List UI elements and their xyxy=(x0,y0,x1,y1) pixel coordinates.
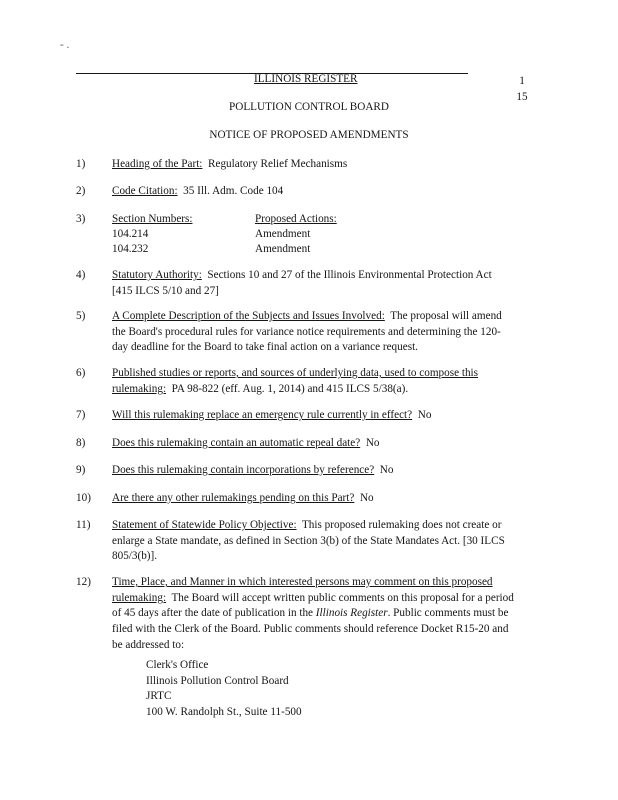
item-text: No xyxy=(379,464,394,476)
address-line: 100 W. Randolph St., Suite 11-500 xyxy=(146,706,302,719)
table-row xyxy=(112,227,412,242)
section-numbers-header: Section Numbers: xyxy=(112,213,193,225)
proposed-action: Amendment xyxy=(255,228,311,240)
item-label: Does this rulemaking contain an automatic repeal date? xyxy=(112,437,361,449)
item-label: Heading of the Part: xyxy=(112,158,203,170)
item-text: of 45 days after the date of publication in the xyxy=(112,607,313,620)
item-heading xyxy=(112,157,542,173)
item-text: This proposed rulemaking does not create or xyxy=(301,519,502,531)
item-text: No xyxy=(365,437,380,449)
section-number: 104.232 xyxy=(112,243,149,255)
item-number: 4) xyxy=(76,269,86,281)
sections-table xyxy=(112,212,412,257)
item-text: 805/3(b)]. xyxy=(112,550,158,563)
item-text: [415 ILCS 5/10 and 27] xyxy=(112,284,219,297)
item-text: the Board's procedural rules for variance notice requirements and determining the 120- xyxy=(112,325,501,338)
register-title: ILLINOIS REGISTER xyxy=(254,73,358,85)
table-row xyxy=(112,242,412,257)
item-emergency-rule xyxy=(112,408,542,424)
table-header-row xyxy=(112,212,412,227)
item-policy-objective xyxy=(112,518,542,565)
item-text: Regulatory Relief Mechanisms xyxy=(208,158,348,170)
address-line: Clerk's Office xyxy=(146,659,209,671)
item-text: be addressed to: xyxy=(112,638,185,651)
item-repeal-date xyxy=(112,436,542,452)
item-number: 5) xyxy=(76,310,86,322)
register-header-rule xyxy=(76,73,468,85)
mailing-address xyxy=(146,658,302,721)
item-number: 1) xyxy=(76,158,86,170)
section-number: 104.214 xyxy=(112,228,149,240)
item-text: filed with the Clerk of the Board. Public comments should reference Docket R15-20 and xyxy=(112,623,509,636)
address-line: JRTC xyxy=(146,690,172,703)
item-number: 7) xyxy=(76,409,86,421)
item-label: Statutory Authority: xyxy=(112,269,202,281)
item-text: The Board will accept written public comments on this proposal for a period xyxy=(171,591,514,604)
item-text: No xyxy=(359,492,374,504)
item-label: Code Citation: xyxy=(112,185,178,197)
item-text: day deadline for the Board to take final action on a variance request. xyxy=(112,341,418,354)
item-number: 9) xyxy=(76,464,86,476)
board-title: POLLUTION CONTROL BOARD xyxy=(229,101,389,113)
item-text: Sections 10 and 27 of the Illinois Environmental Protection Act xyxy=(207,269,492,281)
item-number: 10) xyxy=(76,492,91,504)
item-published-studies xyxy=(112,366,542,397)
item-text: enlarge a State mandate, as defined in Section 3(b) of the State Mandates Act. [30 ILCS xyxy=(112,534,505,547)
item-label: Time, Place, and Manner in which interested persons may comment on this proposed xyxy=(112,576,493,588)
corner-mark: - . xyxy=(60,39,70,51)
item-label: rulemaking: xyxy=(112,382,167,395)
item-number: 2) xyxy=(76,185,86,197)
item-number: 6) xyxy=(76,367,86,379)
item-number: 11) xyxy=(76,519,91,531)
proposed-actions-header: Proposed Actions: xyxy=(255,213,337,225)
item-label: Statement of Statewide Policy Objective: xyxy=(112,519,297,531)
item-text: PA 98-822 (eff. Aug. 1, 2014) and 415 ILCS 5/38(a). xyxy=(171,382,409,395)
page-number-top: 1 xyxy=(519,75,525,87)
item-incorporations xyxy=(112,463,542,479)
item-text: . Public comments must be xyxy=(387,607,509,620)
item-description xyxy=(112,309,542,356)
item-number: 8) xyxy=(76,437,86,449)
item-label: Does this rulemaking contain incorporations by reference? xyxy=(112,464,375,476)
item-label: Published studies or reports, and sources of underlying data, used to compose this xyxy=(112,367,479,379)
item-text: 35 Ill. Adm. Code 104 xyxy=(183,185,284,197)
page-number-bottom: 15 xyxy=(516,91,528,103)
item-text: The proposal will amend xyxy=(390,310,502,322)
item-label: A Complete Description of the Subjects and Issues Involved: xyxy=(112,310,385,322)
address-line: Illinois Pollution Control Board xyxy=(146,674,289,687)
item-text: No xyxy=(417,409,432,421)
item-label: Will this rulemaking replace an emergency rule currently in effect? xyxy=(112,409,413,421)
item-pending-rulemakings xyxy=(112,491,542,507)
item-statutory-authority xyxy=(112,268,542,299)
notice-title: NOTICE OF PROPOSED AMENDMENTS xyxy=(209,129,409,141)
register-italic: Illinois Register xyxy=(315,607,388,620)
item-label: Are there any other rulemakings pending on this Part? xyxy=(112,492,355,504)
item-code-citation xyxy=(112,184,542,200)
item-label: rulemaking: xyxy=(112,591,167,604)
proposed-action: Amendment xyxy=(255,243,311,255)
item-number: 3) xyxy=(76,213,86,225)
item-comment-manner xyxy=(112,575,542,653)
item-number: 12) xyxy=(76,576,91,588)
